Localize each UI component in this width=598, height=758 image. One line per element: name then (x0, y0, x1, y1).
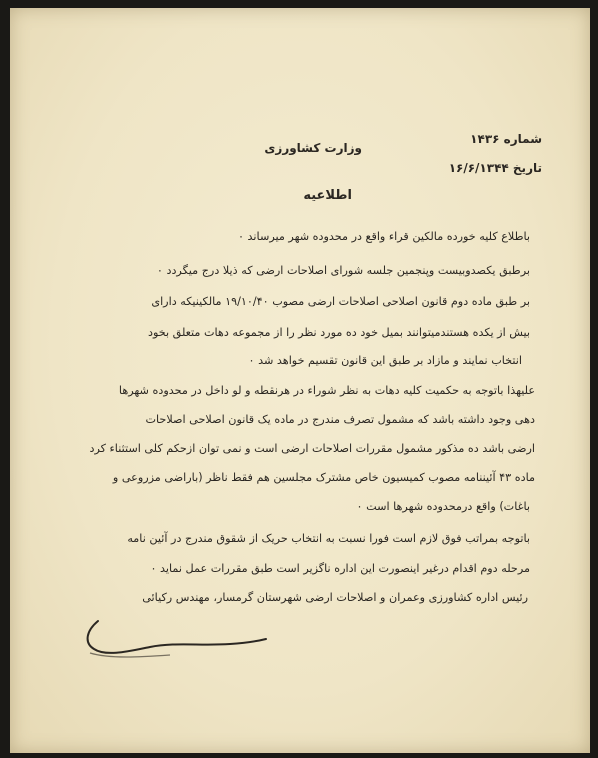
paragraph-line: باغات) واقع درمحدوده شهرها است ٠ (356, 500, 530, 513)
paragraph-line: ماده ۴۳ آئیننامه مصوب کمیسیون خاص مشترک مجلسین هم فقط ناظر (باراضی مزروعی و (112, 471, 535, 484)
paragraph-line: انتخاب نمایند و مازاد بر طبق این قانون تقسیم خواهد شد ٠ (248, 354, 522, 367)
paragraph-line: دهی وجود داشته باشد که مشمول تصرف مندرج در ماده یک قانون اصلاحی اصلاحات (145, 413, 535, 426)
paragraph-line: بیش از یکده هستندمیتوانند بمیل خود ده مورد نظر را از مجموعه دهات متعلق بخود (147, 326, 530, 339)
paragraph-line: علیهذا باتوجه به حکمیت کلیه دهات به نظر شوراء در هرنقطه و لو داخل در محدوده شهرها (118, 384, 535, 397)
handwritten-signature (80, 613, 280, 673)
paragraph-line: بر طبق ماده دوم قانون اصلاحی اصلاحات ارضی مصوب ۱۹/۱۰/۴۰ مالکینیکه دارای (151, 295, 530, 308)
paper-sheet (10, 8, 590, 753)
paragraph-line: باتوجه بمراتب فوق لازم است فورا نسبت به انتخاب حریک از شقوق مندرج در آئین نامه (127, 532, 530, 545)
paragraph-line: مرحله دوم اقدام درغیر اینصورت این اداره ناگزیر است طبق مقررات عمل نماید ٠ (150, 562, 530, 575)
paragraph-line: ارضی باشد ده مذکور مشمول مقررات اصلاحات ارضی است و نمی توان ازحکم کلی استثناء کرد (89, 442, 535, 455)
signatory-line: رئیس اداره کشاورزی وعمران و اصلاحات ارضی شهرستان گرمسار، مهندس رکیائی (142, 591, 528, 604)
ministry-name: وزارت کشاورزی (264, 141, 362, 155)
paragraph-line: برطبق یکصدوبیست وپنجمین جلسه شورای اصلاحات ارضی که ذیلا درج میگردد ٠ (156, 264, 530, 277)
letter-date: تاریخ ۱۶/۶/۱۳۴۴ (448, 161, 542, 175)
letter-number: شماره ۱۴۳۶ (470, 132, 542, 146)
document-title: اطلاعیه (303, 188, 352, 203)
paragraph-line: باطلاع کلیه خورده مالکین قراء واقع در محدوده شهر میرساند ٠ (237, 230, 530, 243)
